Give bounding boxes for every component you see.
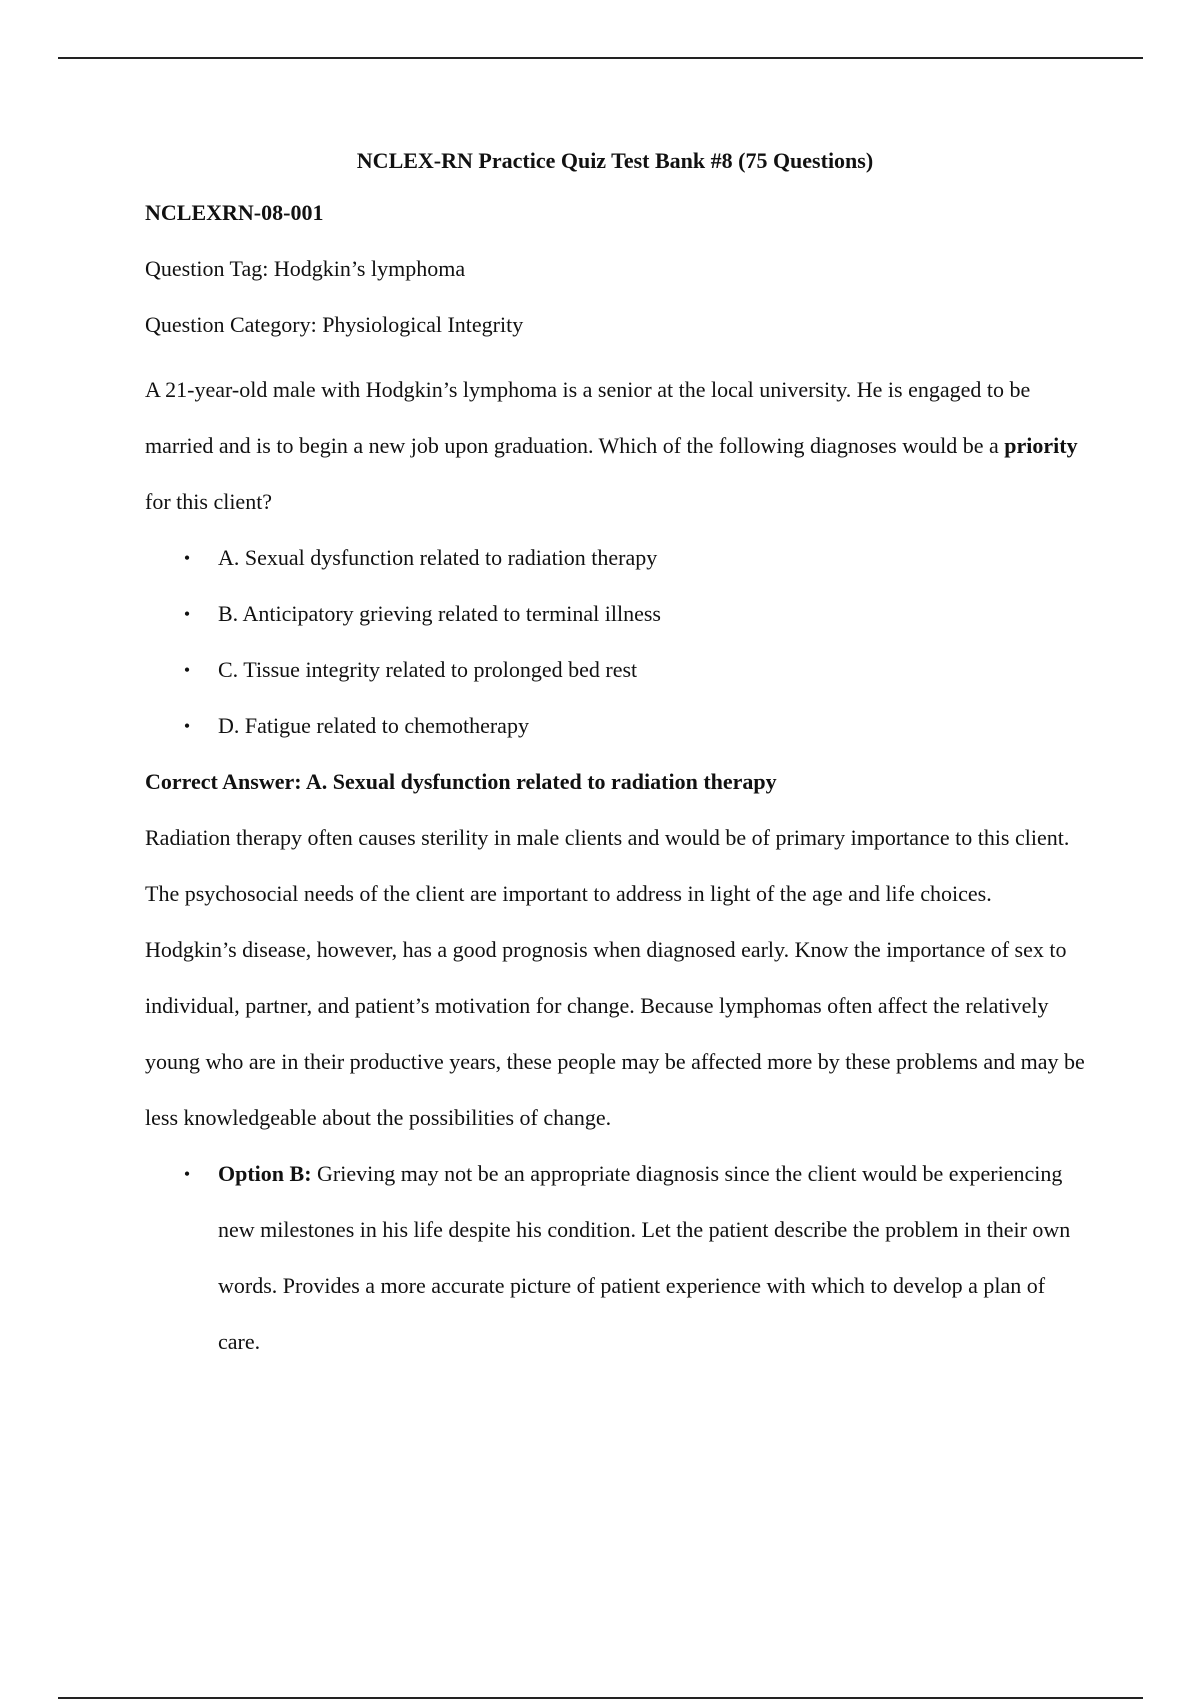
question-stem [145,362,1085,530]
stem-text-after: for this client? [145,489,273,514]
document-title: NCLEX-RN Practice Quiz Test Bank #8 (75 Questions) [356,148,874,173]
answer-option-label: D. Fatigue related to chemotherapy [218,713,529,738]
answer-option-a [145,530,1085,586]
correct-answer: Correct Answer: A. Sexual dysfunction related to radiation therapy [145,769,777,794]
question-category: Question Category: Physiological Integrity [145,312,524,337]
question-id: NCLEXRN-08-001 [145,200,324,225]
bullet-icon: • [183,660,191,680]
bullet-icon: • [183,716,191,736]
question-tag: Question Tag: Hodgkin’s lymphoma [145,256,466,281]
answer-option-b [145,586,1085,642]
answer-option-label: A. Sexual dysfunction related to radiation therapy [218,545,658,570]
answer-option-label: B. Anticipatory grieving related to terminal illness [218,601,661,626]
bottom-rule [58,1697,1143,1699]
answer-option-c [145,642,1085,698]
bullet-icon: • [183,1164,191,1184]
option-rationales-list [145,1146,1085,1370]
answer-option-d [145,698,1085,754]
option-rationale-label: Option B: [218,1161,312,1186]
bullet-icon: • [183,604,191,624]
option-rationale-item [145,1146,1085,1370]
rationale-paragraph: Radiation therapy often causes sterility in male clients and would be of primary importance to this client. The psychosocial needs of the client are important to address in light of the age and life choices. Hodgkin’s disease, however, has a good prognosis when diagnosed early. Know the importance of sex to individual, partner, and patient’s motivation for change. Because lymphomas often affect the relatively young who are in their productive years, these people may be affected more by these problems and may be less knowledgeable about the possibilities of change. [145,825,1085,1130]
answer-options-list [145,530,1085,754]
option-rationale-text: Grieving may not be an appropriate diagnosis since the client would be experiencing new milestones in his life despite his condition. Let the patient describe the problem in their own words. Provides a more accurate picture of patient experience with which to develop a plan of care. [218,1161,1071,1354]
document-page [145,140,1085,1370]
top-rule [58,57,1143,59]
answer-option-label: C. Tissue integrity related to prolonged bed rest [218,657,638,682]
stem-emphasis: priority [1004,433,1078,458]
bullet-icon: • [183,548,191,568]
stem-text-before: A 21-year-old male with Hodgkin’s lymphoma is a senior at the local university. He is engaged to be married and is to begin a new job upon graduation. Which of the following diagnoses would be a [145,377,1031,458]
